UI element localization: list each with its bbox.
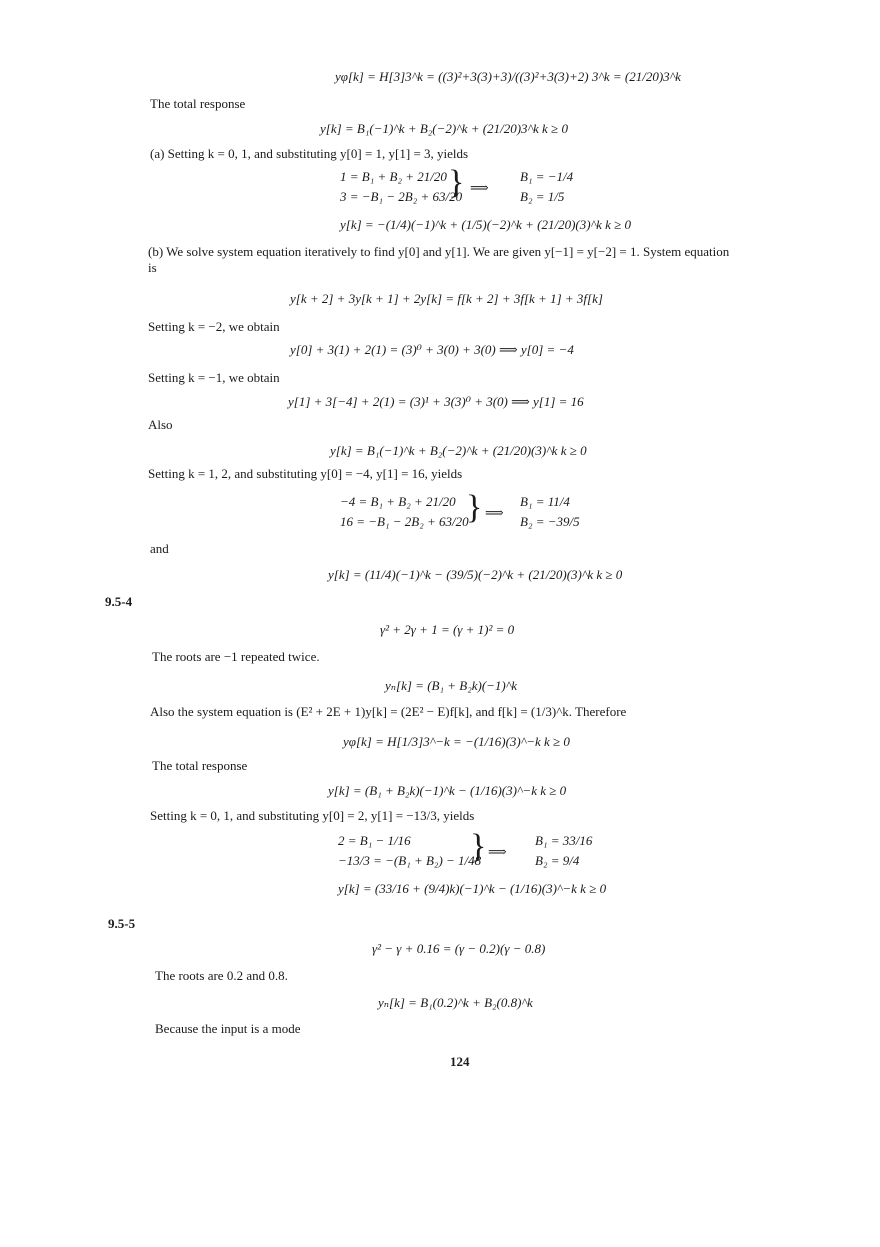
implies-arrow-a: ⟹ xyxy=(470,180,489,195)
sol-954-b2: B₂ = 9/4 xyxy=(535,853,580,868)
eq-yphi-954: yφ[k] = H[1/3]3^−k = −(1/16)(3)^−k k ≥ 0 xyxy=(343,734,570,749)
also-label: Also xyxy=(148,417,173,432)
sol-b-b2: B₂ = −39/5 xyxy=(520,514,580,529)
eq-y0: y[0] + 3(1) + 2(1) = (3)⁰ + 3(0) + 3(0) ⟹ y[0] = −4 xyxy=(290,342,574,357)
sys-b-line2: 16 = −B₁ − 2B₂ + 63/20 xyxy=(340,514,469,529)
sys-a-line2: 3 = −B₁ − 2B₂ + 63/20 xyxy=(340,189,463,204)
sol-b-b1: B₁ = 11/4 xyxy=(520,494,570,509)
roots-text-954: The roots are −1 repeated twice. xyxy=(152,649,320,664)
brace-a: } xyxy=(448,164,465,201)
eq-system: y[k + 2] + 3y[k + 1] + 2y[k] = f[k + 2] + 3f[k + 1] + 3f[k] xyxy=(290,291,603,306)
section-label-9-5-5: 9.5-5 xyxy=(108,916,136,931)
section-label-9-5-4: 9.5-4 xyxy=(105,594,133,609)
implies-arrow-954: ⟹ xyxy=(488,844,507,859)
setting-k-minus2: Setting k = −2, we obtain xyxy=(148,319,280,334)
eq-final-954: y[k] = (33/16 + (9/4)k)(−1)^k − (1/16)(3)^−k k ≥ 0 xyxy=(338,881,607,896)
sys-954-line1: 2 = B₁ − 1/16 xyxy=(338,833,411,848)
eq-yphi-1: yφ[k] = H[3]3^k = ((3)²+3(3)+3)/((3)²+3(3)+2) 3^k = (21/20)3^k xyxy=(335,69,681,84)
eq-a-final: y[k] = −(1/4)(−1)^k + (1/5)(−2)^k + (21/20)(3)^k k ≥ 0 xyxy=(340,217,631,232)
eq-yn-954: yₙ[k] = (B₁ + B₂k)(−1)^k xyxy=(385,678,518,693)
page-number: 124 xyxy=(450,1054,470,1069)
implies-arrow-b: ⟹ xyxy=(485,505,504,520)
eq-char-954: γ² + 2γ + 1 = (γ + 1)² = 0 xyxy=(380,622,515,637)
setting-k-minus1: Setting k = −1, we obtain xyxy=(148,370,280,385)
sys-a-line1: 1 = B₁ + B₂ + 21/20 xyxy=(340,169,447,184)
sol-954-b1: B₁ = 33/16 xyxy=(535,833,593,848)
brace-b: } xyxy=(466,489,483,526)
total-response-label-1: The total response xyxy=(150,96,246,111)
setting-k-1-2: Setting k = 1, 2, and substituting y[0] = −4, y[1] = 16, yields xyxy=(148,466,463,481)
sol-a-b1: B₁ = −1/4 xyxy=(520,169,574,184)
sys-954-line2: −13/3 = −(B₁ + B₂) − 1/48 xyxy=(338,853,482,868)
input-text-955: Because the input is a mode xyxy=(155,1021,301,1036)
roots-text-955: The roots are 0.2 and 0.8. xyxy=(155,968,288,983)
and-label: and xyxy=(150,541,169,556)
eq-yn-955: yₙ[k] = B₁(0.2)^k + B₂(0.8)^k xyxy=(378,995,533,1010)
brace-954: } xyxy=(470,828,487,865)
eq-total-1: y[k] = B₁(−1)^k + B₂(−2)^k + (21/20)3^k k ≥ 0 xyxy=(320,121,568,136)
sol-a-b2: B₂ = 1/5 xyxy=(520,189,565,204)
eq-total-954: y[k] = (B₁ + B₂k)(−1)^k − (1/16)(3)^−k k ≥ 0 xyxy=(328,783,567,798)
system-text-954: Also the system equation is (E² + 2E + 1)y[k] = (2E² − E)f[k], and f[k] = (1/3)^k. Therefore xyxy=(150,704,627,719)
total-response-label-954: The total response xyxy=(152,758,248,773)
part-a-text: (a) Setting k = 0, 1, and substituting y[0] = 1, y[1] = 3, yields xyxy=(150,146,469,161)
eq-y1: y[1] + 3[−4] + 2(1) = (3)¹ + 3(3)⁰ + 3(0) ⟹ y[1] = 16 xyxy=(288,394,584,409)
sys-b-line1: −4 = B₁ + B₂ + 21/20 xyxy=(340,494,456,509)
eq-b-final: y[k] = (11/4)(−1)^k − (39/5)(−2)^k + (21/20)(3)^k k ≥ 0 xyxy=(328,567,623,582)
setting-text-954: Setting k = 0, 1, and substituting y[0] = 2, y[1] = −13/3, yields xyxy=(150,808,475,823)
part-b-text-line1: (b) We solve system equation iteratively to find y[0] and y[1]. We are given y[−1] = y[−2] = 1. System equation xyxy=(148,244,730,259)
part-b-text-line2: is xyxy=(148,260,157,275)
eq-also: y[k] = B₁(−1)^k + B₂(−2)^k + (21/20)(3)^k k ≥ 0 xyxy=(330,443,587,458)
eq-char-955: γ² − γ + 0.16 = (γ − 0.2)(γ − 0.8) xyxy=(372,941,546,956)
